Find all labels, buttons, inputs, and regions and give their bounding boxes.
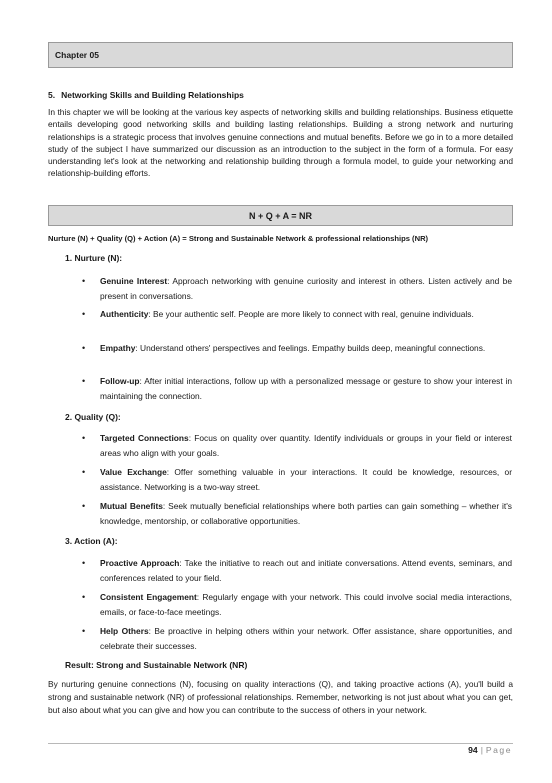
- item-text: : Seek mutually beneficial relationships where both parties can gain something – whether it's knowledge, mentorship, or collaborative opportunities.: [100, 501, 512, 526]
- formula-banner: N + Q + A = NR: [48, 205, 513, 226]
- quality-heading: 2. Quality (Q):: [65, 412, 121, 422]
- bullet-icon: •: [82, 433, 86, 443]
- section-title: [48, 90, 244, 100]
- list-item: [82, 374, 512, 403]
- section-title-text: Networking Skills and Building Relationships: [61, 90, 244, 100]
- bullet-icon: •: [82, 343, 86, 353]
- bullet-icon: •: [82, 309, 86, 319]
- item-term: Value Exchange: [100, 467, 167, 477]
- intro-paragraph: In this chapter we will be looking at the various key aspects of networking skills and building relationships. Business etiquette entails developing good networking skills and building lasting relationships. Building a strong network and nurturing relationships is a strategic process that involves genuine connections and mutual benefits. Before we go in to a more detailed study of the subject I have summarized our discussion as an introduction to the subject in the form of a formula. For easy understanding let's look at the networking and relationship building through a formula model, to guide your networking and relationship-building efforts.: [48, 107, 513, 179]
- nurture-heading: 1. Nurture (N):: [65, 253, 123, 263]
- action-heading: 3. Action (A):: [65, 536, 118, 546]
- item-term: Empathy: [100, 343, 136, 353]
- formula-definition: Nurture (N) + Quality (Q) + Action (A) = Strong and Sustainable Network & professional relationships (NR): [48, 234, 429, 243]
- item-text: : Regularly engage with your network. This could involve social media interactions, emails, or face-to-face meetings.: [100, 592, 512, 617]
- item-term: Genuine Interest: [100, 276, 168, 286]
- bullet-icon: •: [82, 592, 86, 602]
- item-term: Consistent Engagement: [100, 592, 197, 602]
- closing-paragraph: By nurturing genuine connections (N), focusing on quality interactions (Q), and taking proactive actions (A), you'll build a strong and sustainable network (NR) of professional relationships. Remember, networking is not just about what you can get, but also about what you can give and how you can contribute to the success of others in your network.: [48, 679, 513, 715]
- item-text: : Be your authentic self. People are more likely to connect with real, genuine individuals.: [148, 309, 474, 319]
- footer-separator: |: [480, 745, 483, 755]
- result-line: Result: Strong and Sustainable Network (NR): [65, 660, 248, 670]
- list-item: [82, 590, 512, 619]
- list-item: [82, 499, 512, 528]
- item-text: : Be proactive in helping others within your network. Offer assistance, share opportunities, and celebrate their successes.: [100, 626, 512, 651]
- page-footer: [468, 745, 512, 755]
- list-item: [82, 465, 512, 494]
- bullet-icon: •: [82, 276, 86, 286]
- page-label: Page: [485, 745, 512, 755]
- item-text: : Approach networking with genuine curiosity and interest in others. Listen actively and be present in conversations.: [100, 276, 512, 301]
- item-term: Mutual Benefits: [100, 501, 163, 511]
- bullet-icon: •: [82, 467, 86, 477]
- bullet-icon: •: [82, 501, 86, 511]
- bullet-icon: •: [82, 626, 86, 636]
- footer-divider: [48, 743, 513, 744]
- item-term: Proactive Approach: [100, 558, 180, 568]
- chapter-header: Chapter 05: [48, 42, 513, 68]
- section-number: 5.: [48, 90, 56, 100]
- list-item: [82, 341, 512, 356]
- page-number: 94: [468, 745, 478, 755]
- list-item: [82, 431, 512, 460]
- item-text: : Understand others' perspectives and feelings. Empathy builds deep, meaningful connections.: [135, 343, 486, 353]
- item-text: : After initial interactions, follow up with a personalized message or gesture to show your interest in maintaining the connection.: [100, 376, 512, 401]
- bullet-icon: •: [82, 558, 86, 568]
- item-text: : Offer something valuable in your interactions. It could be knowledge, resources, or assistance. Networking is a two-way street.: [100, 467, 512, 492]
- item-term: Follow-up: [100, 376, 140, 386]
- item-text: : Take the initiative to reach out and initiate conversations. Attend events, seminars, and conferences related to your field.: [100, 558, 512, 583]
- item-text: : Focus on quality over quantity. Identify individuals or groups in your field or interest areas who align with your goals.: [100, 433, 512, 458]
- list-item: [82, 274, 512, 303]
- item-term: Authenticity: [100, 309, 149, 319]
- bullet-icon: •: [82, 376, 86, 386]
- list-item: [82, 556, 512, 585]
- list-item: [82, 624, 512, 653]
- item-term: Targeted Connections: [100, 433, 189, 443]
- list-item: [82, 307, 512, 322]
- item-term: Help Others: [100, 626, 149, 636]
